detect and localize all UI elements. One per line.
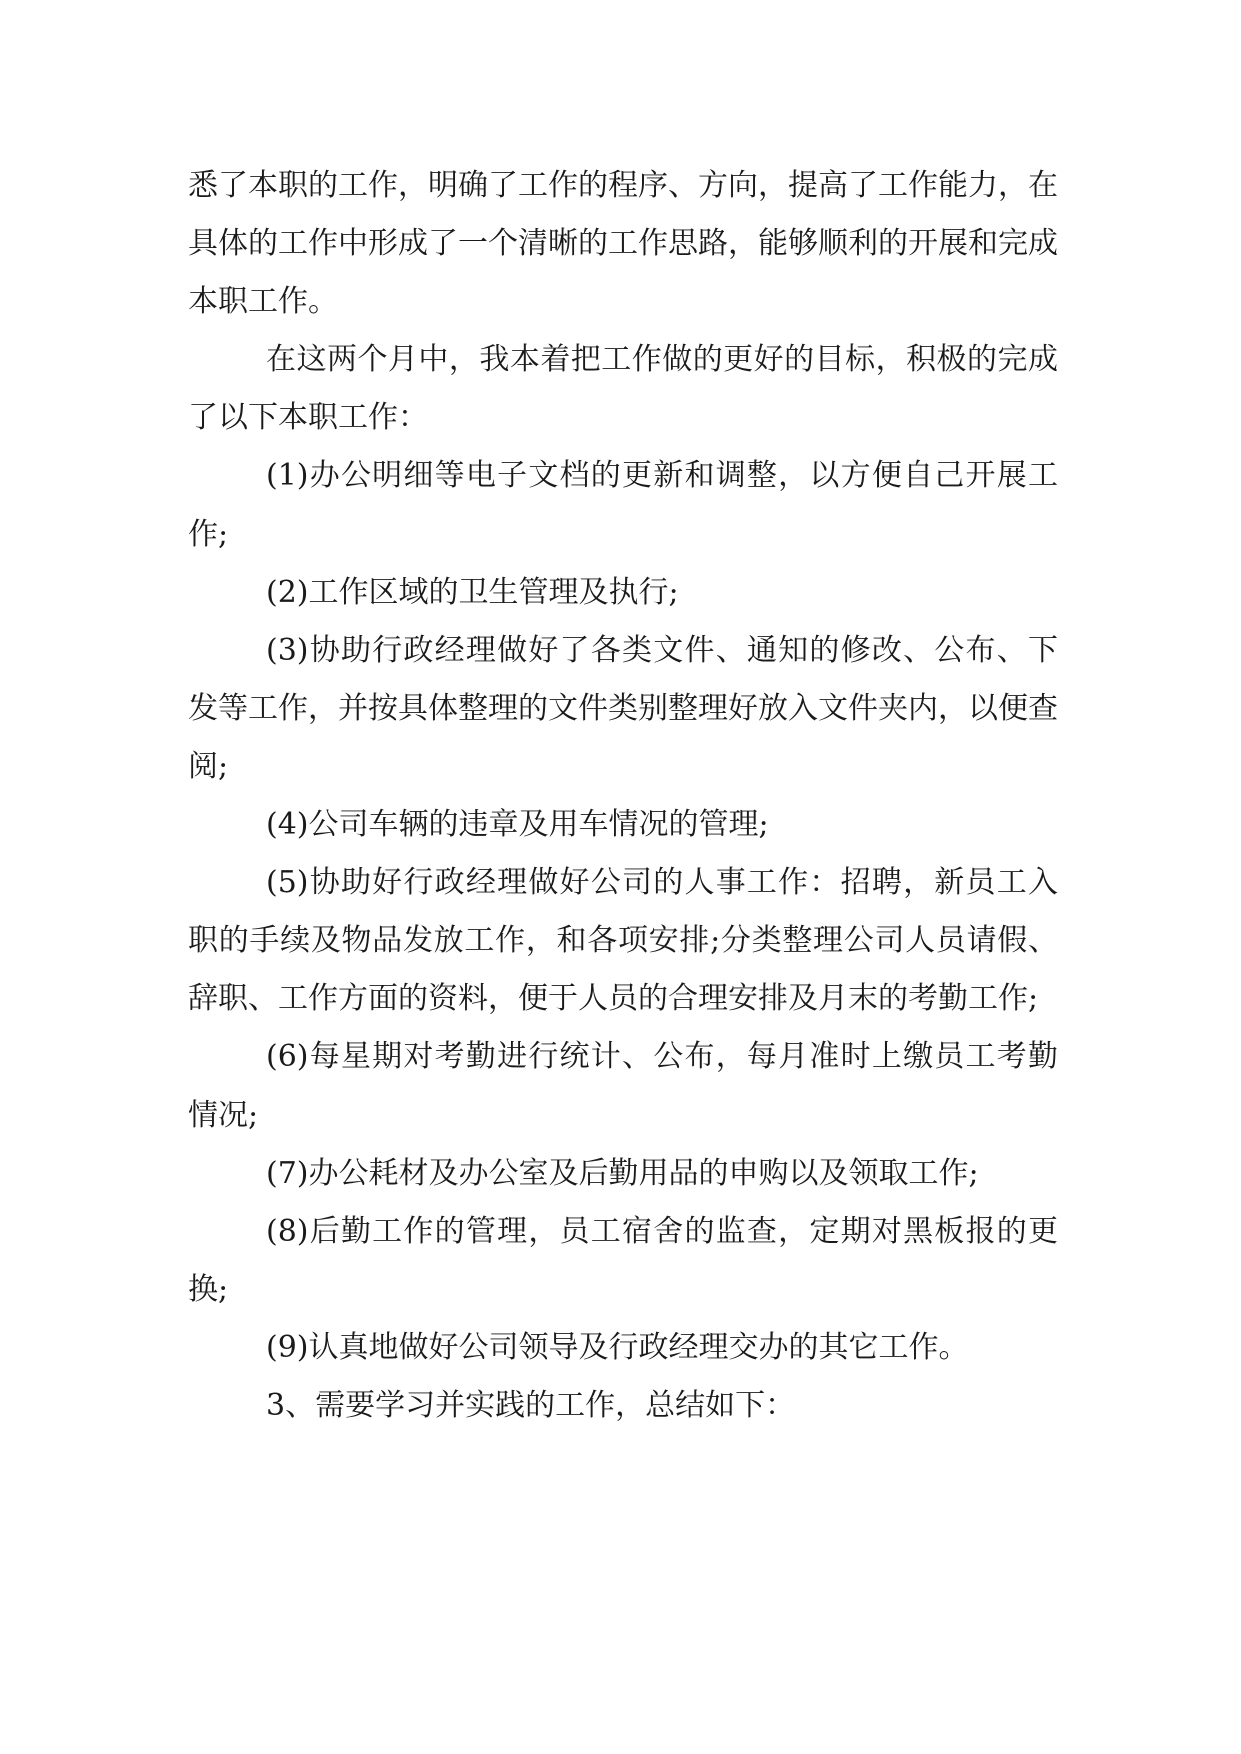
document-body [188,157,1058,1435]
paragraph-2: 在这两个月中，我本着把工作做的更好的目标，积极的完成了以下本职工作： [188,342,1058,436]
list-item-4: (4)公司车辆的违章及用车情况的管理; [266,807,769,843]
section-heading-3: 3、需要学习并实践的工作，总结如下： [266,1387,796,1423]
list-item-8: (8)后勤工作的管理，员工宿舍的监查，定期对黑板报的更换; [188,1213,1058,1307]
list-item-2: (2)工作区域的卫生管理及执行; [266,574,679,610]
list-item-1: (1)办公明细等电子文档的更新和调整，以方便自己开展工作; [188,458,1058,552]
paragraph-1: 悉了本职的工作，明确了工作的程序、方向，提高了工作能力，在具体的工作中形成了一个清晰的工作思路，能够顺利的开展和完成本职工作。 [188,168,1058,320]
list-item-6: (6)每星期对考勤进行统计、公布，每月准时上缴员工考勤情况; [188,1039,1058,1133]
list-item-7: (7)办公耗材及办公室及后勤用品的申购以及领取工作; [266,1155,979,1191]
list-item-5: (5)协助好行政经理做好公司的人事工作：招聘，新员工入职的手续及物品发放工作，和各项安排;分类整理公司人员请假、辞职、工作方面的资料，便于人员的合理安排及月末的考勤工作; [188,865,1058,1017]
list-item-9: (9)认真地做好公司领导及行政经理交办的其它工作。 [266,1329,969,1365]
list-item-3: (3)协助行政经理做好了各类文件、通知的修改、公布、下发等工作，并按具体整理的文件类别整理好放入文件夹内，以便查阅; [188,632,1058,784]
